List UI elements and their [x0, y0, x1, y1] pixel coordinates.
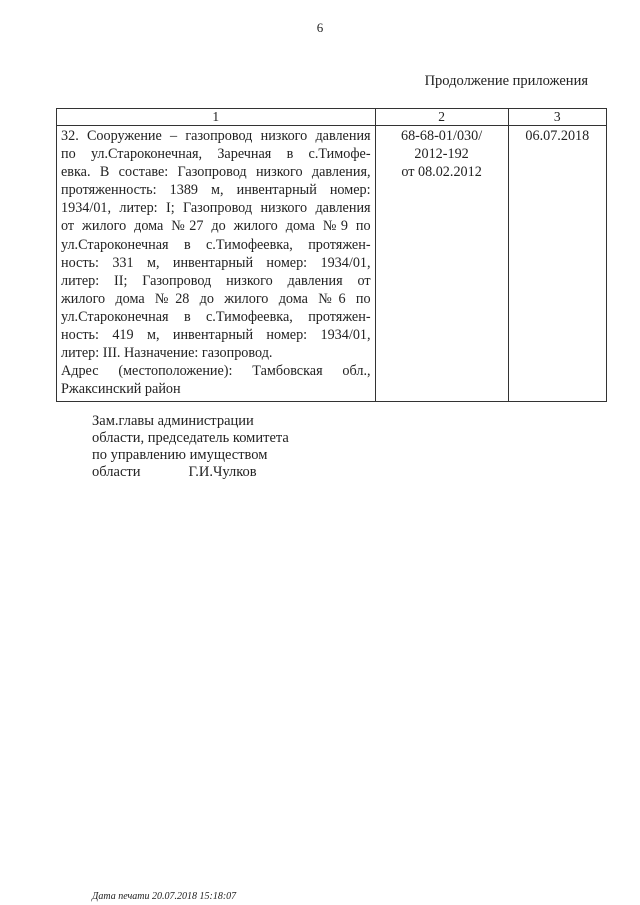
description-line: литер: III. Назначение: газопровод.	[61, 345, 273, 362]
column-header-1: 1	[57, 109, 376, 126]
page-number: 6	[316, 20, 324, 35]
signature-line: области, председатель комитета	[92, 430, 289, 446]
registration-number-cell	[375, 126, 508, 402]
signature-line: по управлению имуществом	[92, 447, 268, 463]
signature-last-line	[92, 464, 289, 481]
description-line: 32. Сооружение – газопровод низкого давления	[61, 128, 371, 144]
registration-line: 68-68-01/030/	[400, 128, 483, 144]
description-line: по ул.Староконечная, Заречная в с.Тимофе-	[61, 146, 371, 163]
registration-line: 2012-192	[414, 146, 469, 163]
address-line: Адрес (местоположение): Тамбовская обл.,	[61, 363, 371, 380]
column-header-3: 3	[508, 109, 606, 126]
description-line: ность: 419 м, инвентарный номер: 1934/01,	[61, 327, 371, 344]
description-line: ул.Староконечная в с.Тимофеевка, протяжен-	[61, 308, 371, 325]
table-header-row	[57, 109, 607, 126]
object-description-cell	[57, 126, 376, 402]
column-header-2: 2	[375, 109, 508, 126]
table-row	[57, 126, 607, 402]
address-line: Ржаксинский район	[61, 381, 181, 398]
description-line: ул.Староконечная в с.Тимофеевка, протяжен-	[61, 236, 371, 253]
signature-line: области	[92, 464, 141, 480]
description-line: литер: II; Газопровод низкого давления от	[61, 272, 371, 289]
annex-table	[56, 108, 607, 402]
description-line: от жилого дома №27 до жилого дома №9 по	[61, 218, 371, 235]
registration-line: от 08.02.2012	[401, 164, 482, 181]
description-line: жилого дома №28 до жилого дома №6 по	[61, 290, 371, 307]
signature-line: Зам.главы администрации	[92, 413, 254, 429]
signatory-name: Г.И.Чулков	[188, 464, 257, 480]
print-date: Дата печати 20.07.2018 15:18:07	[92, 891, 237, 902]
description-line: евка. В составе: Газопровод низкого давления,	[61, 164, 371, 181]
description-line: 1934/01, литер: I; Газопровод низкого давления	[61, 200, 371, 217]
date-cell: 06.07.2018	[508, 126, 606, 402]
description-line: ность: 331 м, инвентарный номер: 1934/01,	[61, 254, 371, 271]
continuation-label: Продолжение приложения	[424, 73, 588, 89]
description-line: протяженность: 1389 м, инвентарный номер:	[61, 182, 371, 199]
signature-block	[92, 413, 289, 481]
